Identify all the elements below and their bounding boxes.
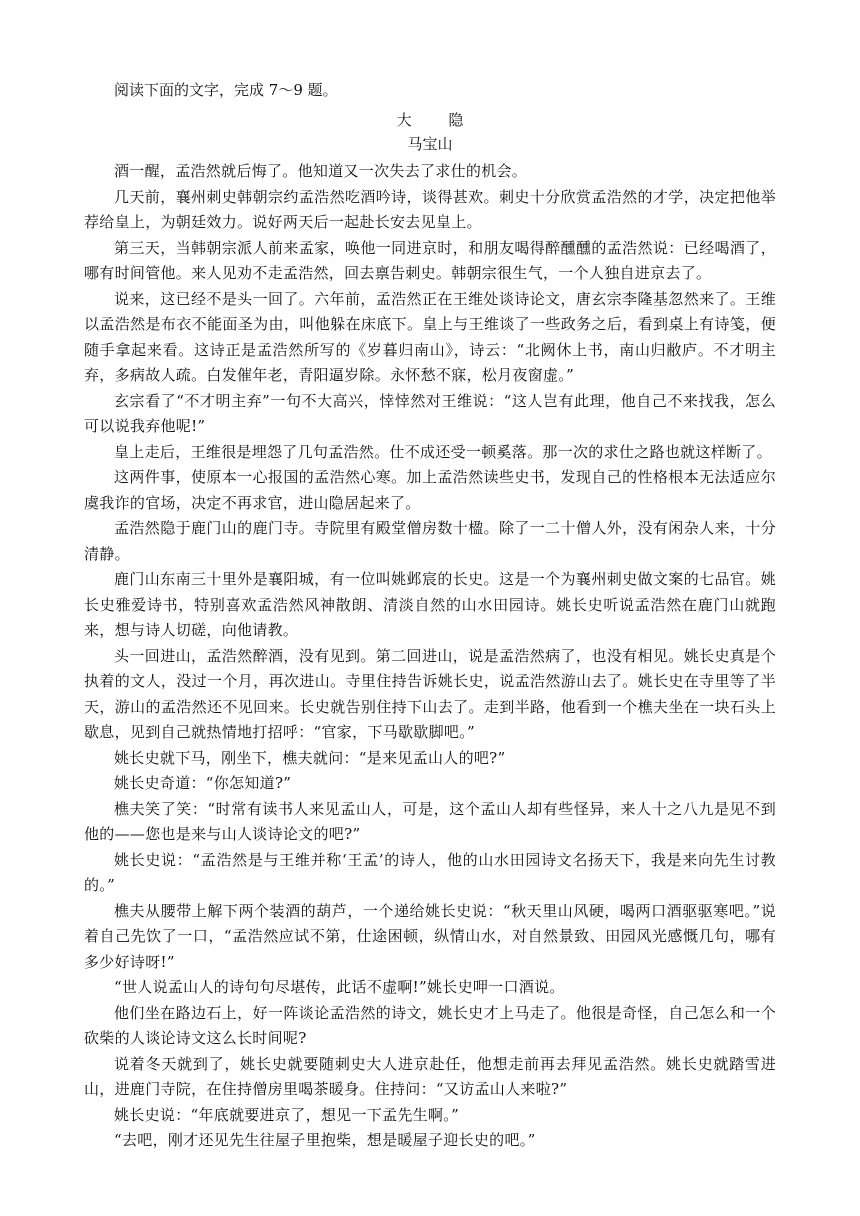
question-instruction: 阅读下面的文字，完成 7～9 题。: [114, 81, 338, 99]
paragraph: 皇上走后，王维很是埋怨了几句孟浩然。仕不成还受一顿奚落。那一次的求仕之路也就这样断了。: [114, 442, 772, 461]
paragraph: 几天前，襄州刺史韩朝宗约孟浩然吃酒吟诗，谈得甚欢。刺史十分欣赏孟浩然的才学，决定把他举荐给皇上，为朝廷效力。说好两天后一起赴长安去见皇上。: [84, 187, 776, 231]
story-body: [84, 159, 776, 1154]
paragraph: 说着冬天就到了，姚长史就要随刺史大人进京赴任，他想走前再去拜见孟浩然。姚长史就踏雪进山，进鹿门寺院，在住持僧房里喝茶暖身。住持问：“又访孟山人来啦?”: [84, 1054, 776, 1098]
paragraph: 说来，这已经不是头一回了。六年前，孟浩然正在王维处谈诗论文，唐玄宗李隆基忽然来了。王维以孟浩然是布衣不能面圣为由，叫他躲在床底下。皇上与王维谈了一些政务之后，看到桌上有诗笺，便随手拿起来看。这诗正是孟浩然所写的《岁暮归南山》，诗云：“北阙休上书，南山归敝庐。不才明主弃，多病故人疏。白发催年老，青阳逼岁除。永怀愁不寐，松月夜窗虚。”: [84, 289, 776, 384]
paragraph: “世人说孟山人的诗句句尽堪传，此话不虚啊!”姚长史呷一口酒说。: [114, 978, 565, 996]
paragraph: 姚长史奇道：“你怎知道?”: [114, 774, 292, 792]
paragraph: 鹿门山东南三十里外是襄阳城，有一位叫姚邺宸的长史。这是一个为襄州刺史做文案的七品官。姚长史雅爱诗书，特别喜欢孟浩然风神散朗、清淡自然的山水田园诗。姚长史听说孟浩然在鹿门山就跑来，想与诗人切磋，向他请教。: [84, 570, 776, 639]
paragraph: 这两件事，使原本一心报国的孟浩然心寒。加上孟浩然读些史书，发现自己的性格根本无法适应尔虞我诈的官场，决定不再求官，进山隐居起来了。: [84, 468, 776, 512]
paragraph: 姚长史说：“年底就要进京了，想见一下孟先生啊。”: [114, 1105, 460, 1124]
paragraph: 玄宗看了“不才明主弃”一句不大高兴，悻悻然对王维说：“这人岂有此理，他自己不来找我，怎么可以说我弃他呢!”: [84, 391, 776, 435]
story-author: 马宝山: [407, 135, 453, 153]
story-title: 大 隐: [396, 111, 480, 129]
paragraph: 姚长史说：“孟浩然是与王维并称‘王孟’的诗人，他的山水田园诗文名扬天下，我是来向先生讨教的。”: [84, 850, 776, 894]
paragraph: 头一回进山，孟浩然醉酒，没有见到。第二回进山，说是孟浩然病了，也没有相见。姚长史真是个执着的文人，没过一个月，再次进山。寺里住持告诉姚长史，说孟浩然游山去了。姚长史在寺里等了半天，游山的孟浩然还不见回来。长史就告别住持下山去了。走到半路，他看到一个樵夫坐在一块石头上歇息，见到自己就热情地打招呼：“官家，下马歇歇脚吧。”: [84, 646, 776, 741]
paragraph: 樵夫从腰带上解下两个装酒的葫芦，一个递给姚长史说：“秋天里山风硬，喝两口酒驱驱寒吧。”说着自己先饮了一口，“孟浩然应试不第，仕途困顿，纵情山水，对自然景致、田园风光感慨几句，哪有多少好诗呀!”: [84, 901, 776, 971]
paragraph: 樵夫笑了笑：“时常有读书人来见孟山人，可是，这个孟山人却有些怪异，来人十之八九是见不到他的——您也是来与山人谈诗论文的吧?”: [84, 799, 776, 843]
paragraph: 姚长史就下马，刚坐下，樵夫就问：“是来见孟山人的吧?”: [114, 748, 506, 767]
paragraph: “去吧，刚才还见先生往屋子里抱柴，想是暖屋子迎长史的吧。”: [114, 1131, 536, 1149]
paragraph: 酒一醒，孟浩然就后悔了。他知道又一次失去了求仕的机会。: [114, 162, 528, 180]
paragraph: 第三天，当韩朝宗派人前来孟家，唤他一同进京时，和朋友喝得醉醺醺的孟浩然说：已经喝酒了，哪有时间管他。来人见劝不走孟浩然，回去禀告刺史。韩朝宗很生气，一个人独自进京去了。: [84, 238, 776, 282]
paragraph: 孟浩然隐于鹿门山的鹿门寺。寺院里有殿堂僧房数十楹。除了一二十僧人外，没有闲杂人来，十分清静。: [84, 519, 776, 563]
paragraph: 他们坐在路边石上，好一阵谈论孟浩然的诗文，姚长史才上马走了。他很是奇怪，自己怎么和一个砍柴的人谈论诗文这么长时间呢?: [84, 1003, 776, 1047]
